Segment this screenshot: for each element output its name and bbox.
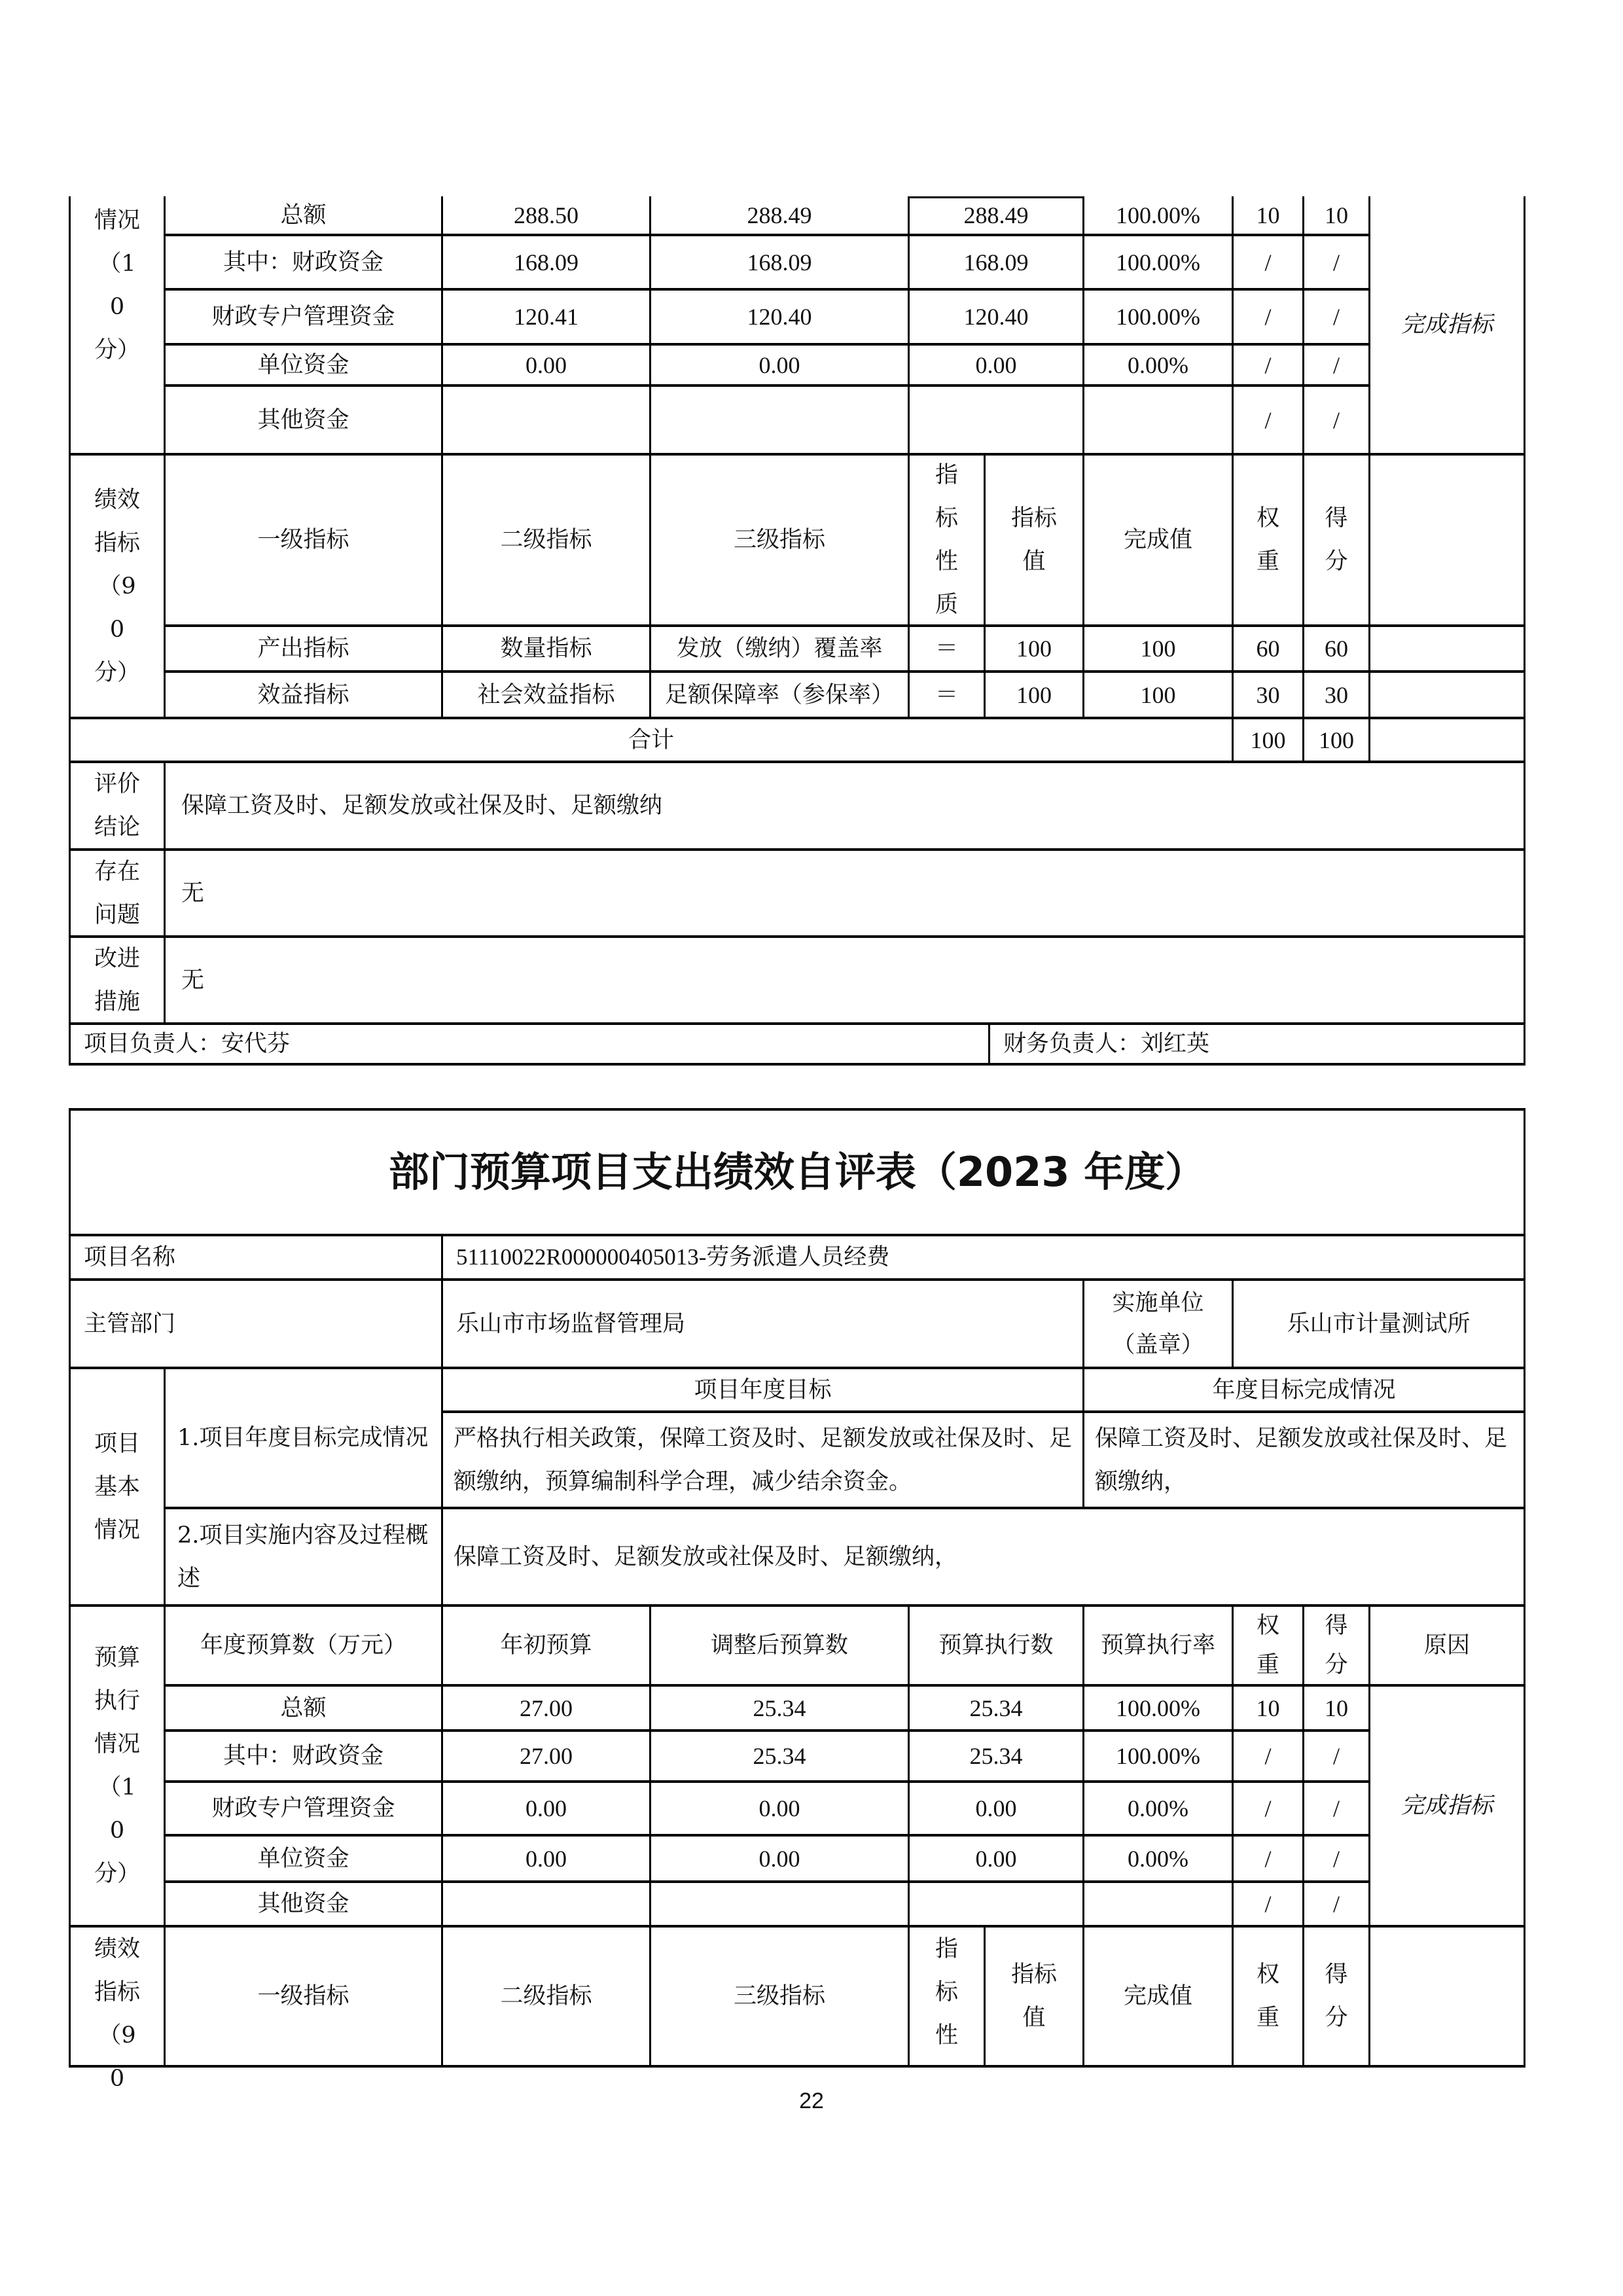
conclusion-label: 评价结论 [94, 771, 140, 840]
adjusted-budget: 288.49 [747, 202, 812, 228]
score: 10 [1325, 202, 1348, 228]
header-executed: 预算执行数 [938, 1632, 1054, 1659]
row-label: 财政专户管理资金 [211, 304, 395, 330]
level3: 足额保障率（参保率） [664, 681, 894, 708]
budget-section-label: 情况（10分） [94, 207, 140, 363]
finance-lead: 财务负责人：刘红英 [1003, 1031, 1210, 1057]
score: / [1332, 1795, 1340, 1821]
execution-rate: 100.00% [1116, 1743, 1200, 1769]
target: 100 [1016, 681, 1052, 708]
basic-info-label: 项目基本情况 [94, 1430, 140, 1543]
initial-budget: 0.00 [526, 1845, 567, 1872]
execution-rate: 100.00% [1116, 249, 1200, 276]
executed-budget: 25.34 [969, 1695, 1023, 1721]
header-initial: 年初预算 [500, 1632, 592, 1659]
header-weight: 权重 [1256, 1962, 1279, 2031]
row-divider [69, 2065, 1525, 2068]
executed-budget: 0.00 [975, 1845, 1017, 1872]
adjusted-budget: 0.00 [758, 1845, 800, 1872]
score: / [1332, 351, 1340, 378]
weight: / [1264, 1743, 1272, 1769]
score: 60 [1325, 636, 1348, 662]
execution-rate [1084, 387, 1232, 453]
initial-budget [443, 387, 649, 453]
issues-value: 无 [181, 880, 205, 906]
level1: 产出指标 [257, 636, 349, 662]
score: / [1332, 1891, 1340, 1917]
executed-budget: 0.00 [975, 351, 1017, 378]
level3: 发放（缴纳）覆盖率 [676, 636, 883, 662]
weight: / [1264, 1845, 1272, 1872]
header-level3: 三级指标 [733, 527, 825, 553]
score: / [1332, 249, 1340, 276]
header-rate: 预算执行率 [1101, 1632, 1216, 1659]
initial-budget: 0.00 [526, 351, 567, 378]
impl-text: 保障工资及时、足额发放或社保及时、足额缴纳， [454, 1543, 958, 1570]
header-level1: 一级指标 [257, 1983, 349, 2009]
score: / [1332, 1845, 1340, 1872]
initial-budget: 27.00 [520, 1743, 573, 1769]
row-label: 其他资金 [257, 406, 349, 433]
initial-budget: 27.00 [520, 1695, 573, 1721]
header-score: 得分 [1325, 1613, 1348, 1678]
completion-text: 保障工资及时、足额发放或社保及时、足额缴纳， [1095, 1425, 1508, 1495]
table-border [1524, 1108, 1525, 2067]
executed-budget: 0.00 [975, 1795, 1017, 1821]
initial-budget [443, 1883, 649, 1925]
executed-budget: 120.40 [963, 304, 1029, 330]
score: / [1332, 1743, 1340, 1769]
execution-rate: 100.00% [1116, 1695, 1200, 1721]
actual: 100 [1140, 636, 1176, 662]
score: / [1332, 406, 1340, 433]
weight: / [1264, 406, 1272, 433]
level1: 效益指标 [257, 681, 349, 708]
weight: / [1264, 249, 1272, 276]
execution-rate: 0.00% [1128, 1795, 1188, 1821]
target: 100 [1016, 636, 1052, 662]
adjusted-budget: 0.00 [758, 1795, 800, 1821]
executed-budget: 25.34 [969, 1743, 1023, 1769]
nature: ＝ [935, 681, 958, 708]
row-label: 财政专户管理资金 [211, 1795, 395, 1821]
actual: 100 [1140, 681, 1176, 708]
goal-text: 严格执行相关政策，保障工资及时、足额发放或社保及时、足额缴纳，预算编制科学合理，减少结余资金。 [454, 1425, 1073, 1495]
adjusted-budget [651, 1883, 908, 1925]
adjusted-budget: 168.09 [747, 249, 812, 276]
row-label: 总额 [280, 202, 327, 228]
table-border [1524, 196, 1525, 1064]
weight: 60 [1256, 636, 1280, 662]
header-actual: 完成值 [1123, 527, 1192, 553]
initial-budget: 288.50 [514, 202, 579, 228]
score: / [1332, 304, 1340, 330]
adjusted-budget: 25.34 [753, 1695, 806, 1721]
initial-budget: 120.41 [514, 304, 579, 330]
reason-cell: 完成指标 [1400, 1793, 1493, 1819]
header-level1: 一级指标 [257, 527, 349, 553]
project-name-value: 51110022R000000405013-劳务派遣人员经费 [456, 1244, 890, 1270]
adjusted-budget: 0.00 [758, 351, 800, 378]
execution-rate [1084, 1883, 1232, 1925]
initial-budget: 0.00 [526, 1795, 567, 1821]
budget-section-label: 预算执行情况（10分） [94, 1645, 140, 1887]
score: 30 [1325, 681, 1348, 708]
nature: ＝ [935, 636, 958, 662]
row-label: 单位资金 [257, 1845, 349, 1872]
row-label: 其他资金 [257, 1891, 349, 1917]
page-number: 22 [799, 2089, 824, 2113]
reason-cell: 完成指标 [1400, 312, 1493, 338]
row-label: 其中：财政资金 [223, 1743, 383, 1769]
conclusion-value: 保障工资及时、足额发放或社保及时、足额缴纳 [181, 793, 663, 819]
dept-label: 主管部门 [84, 1310, 176, 1337]
page-title: 部门预算项目支出绩效自评表（2023 年度） [388, 1148, 1206, 1196]
total-label: 合计 [628, 726, 674, 753]
improvements-label: 改进措施 [94, 945, 140, 1015]
initial-budget: 168.09 [514, 249, 579, 276]
header-weight: 权重 [1256, 1613, 1279, 1678]
perf-section-label: 绩效指标（90分） [94, 487, 140, 686]
goal-header: 项目年度目标 [694, 1376, 832, 1403]
improvements-value: 无 [181, 967, 205, 994]
dept-value: 乐山市市场监督管理局 [456, 1310, 686, 1337]
header-level2: 二级指标 [500, 1983, 592, 2009]
executed-budget: 168.09 [963, 249, 1029, 276]
header-target: 指标值 [1010, 1962, 1057, 2031]
adjusted-budget: 120.40 [747, 304, 812, 330]
header-target: 指标值 [1010, 505, 1057, 575]
executed-budget [910, 1883, 1082, 1925]
header-reason: 原因 [1423, 1632, 1470, 1659]
project-name-label: 项目名称 [84, 1244, 176, 1270]
weight: / [1264, 351, 1272, 378]
executed-budget: 288.49 [963, 202, 1029, 228]
completion-header: 年度目标完成情况 [1212, 1376, 1396, 1403]
impl-item-label: 2.项目实施内容及过程概述 [177, 1522, 429, 1592]
execution-rate: 100.00% [1116, 304, 1200, 330]
project-lead: 项目负责人：安代芬 [84, 1031, 291, 1057]
goal-item-label: 1.项目年度目标完成情况 [177, 1425, 429, 1451]
level2: 数量指标 [500, 636, 592, 662]
execution-rate: 100.00% [1116, 202, 1200, 228]
level2: 社会效益指标 [477, 681, 615, 708]
adjusted-budget [651, 387, 908, 453]
weight: 30 [1256, 681, 1280, 708]
header-level2: 二级指标 [500, 527, 592, 553]
header-score: 得分 [1325, 1962, 1348, 2031]
total-score: 100 [1319, 726, 1354, 753]
weight: / [1264, 304, 1272, 330]
impl-unit-label: 实施单位（盖章） [1112, 1289, 1204, 1358]
header-score: 得分 [1325, 505, 1348, 575]
header-actual: 完成值 [1123, 1983, 1192, 2009]
row-label: 单位资金 [257, 351, 349, 378]
row-label: 其中：财政资金 [223, 249, 383, 276]
header-nature: 指标性质 [935, 462, 958, 618]
impl-unit-value: 乐山市计量测试所 [1287, 1310, 1471, 1337]
header-nature: 指标性 [935, 1936, 958, 2049]
execution-rate: 0.00% [1128, 1845, 1188, 1872]
row-label: 总额 [280, 1695, 327, 1721]
weight: 10 [1256, 202, 1280, 228]
header-level3: 三级指标 [733, 1983, 825, 2009]
executed-budget [910, 387, 1082, 453]
header-adjusted: 调整后预算数 [710, 1632, 848, 1659]
execution-rate: 0.00% [1128, 351, 1188, 378]
total-weight: 100 [1250, 726, 1286, 753]
issues-label: 存在问题 [94, 858, 140, 928]
adjusted-budget: 25.34 [753, 1743, 806, 1769]
score: 10 [1325, 1695, 1348, 1721]
weight: / [1264, 1795, 1272, 1821]
weight: / [1264, 1891, 1272, 1917]
header-weight: 权重 [1256, 505, 1279, 575]
weight: 10 [1256, 1695, 1280, 1721]
header-budget-label: 年度预算数（万元） [200, 1632, 406, 1659]
perf-section-label: 绩效指标（90 [94, 1936, 140, 2092]
